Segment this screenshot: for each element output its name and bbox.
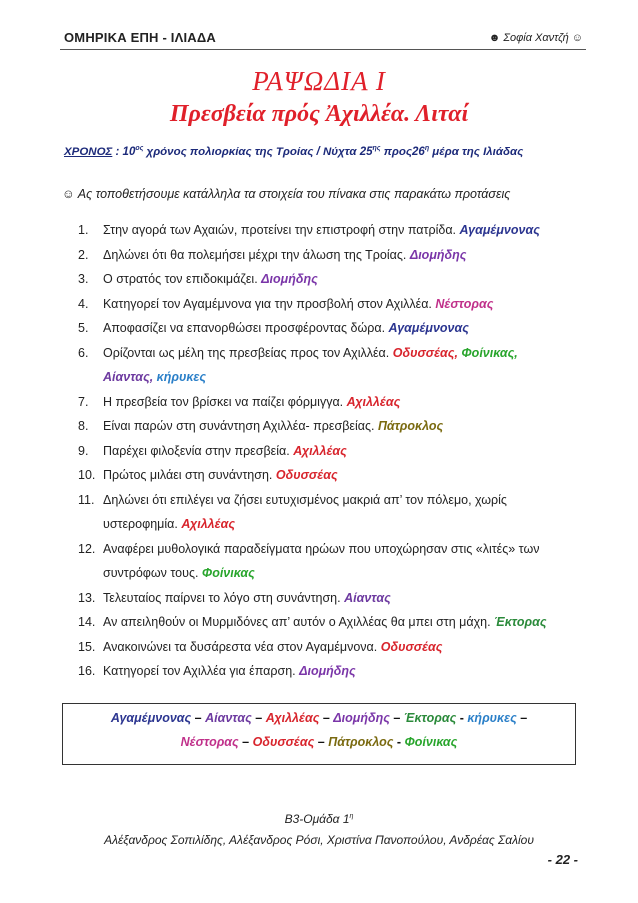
header-divider bbox=[60, 49, 586, 50]
item-text: Αν απειληθούν οι Μυρμιδόνες απ’ αυτόν ο Αχιλλέας θα μπει στη μάχη. bbox=[103, 615, 495, 629]
chronos-sup: η bbox=[424, 145, 430, 152]
item-text: υστεροφημία. bbox=[103, 517, 182, 531]
item-text: Ορίζονται ως μέλη της πρεσβείας προς τον Αχιλλέα. bbox=[103, 345, 393, 360]
list-item bbox=[78, 243, 578, 268]
item-text: Δηλώνει ότι θα πολεμήσει μέχρι την άλωση της Τροίας. bbox=[103, 247, 410, 262]
list-item bbox=[78, 390, 578, 415]
chronos-line bbox=[64, 145, 523, 158]
item-answer: Αγαμέμνονας bbox=[388, 321, 469, 335]
item-text: Πρώτος μιλάει στη συνάντηση. bbox=[103, 468, 276, 482]
item-number: 2. bbox=[78, 247, 89, 262]
box-separator: - bbox=[393, 735, 405, 749]
item-text: Τελευταίος παίρνει το λόγο στη συνάντηση. bbox=[103, 590, 345, 605]
box-separator: – bbox=[238, 735, 253, 749]
item-number: 9. bbox=[78, 443, 89, 458]
item-number: 12. bbox=[78, 541, 96, 556]
box-name: Διομήδης bbox=[333, 711, 390, 725]
chronos-part: : 10 bbox=[112, 145, 136, 158]
item-text: Κατηγορεί τον Αγαμέμνονα για την προσβολή στον Αχιλλέα. bbox=[103, 296, 436, 311]
chronos-label: ΧΡΟΝΟΣ bbox=[64, 145, 113, 158]
item-text: συντρόφων τους. bbox=[103, 566, 202, 580]
chronos-sup: ης bbox=[372, 145, 381, 152]
footer-authors: Αλέξανδρος Σοπιλίδης, Αλέξανδρος Ρόσι, Χριστίνα Πανοπούλου, Ανδρέας Σαλίου bbox=[104, 833, 534, 847]
list-item bbox=[78, 316, 578, 341]
item-text: Αποφασίζει να επανορθώσει προσφέροντας δώρα. bbox=[103, 321, 389, 335]
box-name: Φοίνικας bbox=[404, 735, 458, 749]
item-answer: Αίαντας bbox=[344, 590, 391, 605]
item-text: Δηλώνει ότι επιλέγει να ζήσει ευτυχισμένος μακριά απ’ τον πόλεμο, χωρίς bbox=[103, 492, 507, 507]
box-separator: – bbox=[314, 735, 329, 749]
footer-group-text: Β3-Ομάδα 1 bbox=[284, 812, 350, 826]
chronos-sup: ος bbox=[135, 145, 144, 152]
names-box-line bbox=[63, 730, 575, 754]
item-answer: Διομήδης bbox=[261, 272, 318, 286]
box-separator: – bbox=[251, 711, 266, 725]
chronos-part: προς26 bbox=[380, 145, 425, 158]
box-separator: – bbox=[389, 711, 404, 725]
item-number: 10. bbox=[78, 468, 96, 482]
item-number: 4. bbox=[78, 296, 89, 311]
page-subtitle: Πρεσβεία πρός Ἀχιλλέα. Λιταί bbox=[169, 101, 469, 127]
item-answer: Αχιλλέας bbox=[346, 394, 401, 409]
list-item bbox=[78, 635, 578, 660]
item-answer: Οδυσσέας, bbox=[392, 345, 462, 360]
item-answer: Φοίνικας, bbox=[461, 345, 518, 360]
item-text: Παρέχει φιλοξενία στην πρεσβεία. bbox=[103, 443, 294, 458]
list-item bbox=[78, 341, 578, 390]
list-item bbox=[78, 610, 578, 635]
box-separator: - bbox=[456, 711, 468, 725]
item-answer: Οδυσσέας bbox=[380, 639, 443, 654]
chronos-part: χρόνος πολιορκίας της Τροίας / Νύχτα 25 bbox=[143, 145, 373, 158]
box-name: Αίαντας bbox=[205, 711, 252, 725]
list-item bbox=[78, 488, 578, 537]
item-number: 5. bbox=[78, 321, 89, 335]
page-number: - 22 - bbox=[547, 852, 578, 867]
item-answer: Οδυσσέας bbox=[275, 468, 338, 482]
item-text: Κατηγορεί τον Αχιλλέα για έπαρση. bbox=[103, 664, 300, 678]
item-answer: Αγαμέμνονας bbox=[459, 223, 540, 237]
item-text: Αναφέρει μυθολογικά παραδείγματα ηρώων που υποχώρησαν στις «λιτές» των bbox=[103, 541, 540, 556]
instruction: ☺ Ας τοποθετήσουμε κατάλληλα τα στοιχεία του πίνακα στις παρακάτω προτάσεις bbox=[62, 187, 511, 201]
item-number: 8. bbox=[78, 419, 89, 433]
list-item bbox=[78, 292, 578, 317]
header-title: ΟΜΗΡΙΚΑ ΕΠΗ - ΙΛΙΑΔΑ bbox=[64, 30, 217, 45]
list-item bbox=[78, 463, 578, 488]
item-text: Ο στρατός τον επιδοκιμάζει. bbox=[103, 272, 262, 286]
page-title: ΡΑΨΩΔΙΑ Ι bbox=[252, 66, 386, 96]
item-number: 6. bbox=[78, 345, 89, 360]
item-number: 14. bbox=[78, 615, 96, 629]
item-answer: Έκτορας bbox=[494, 615, 547, 629]
item-answer: Αίαντας, bbox=[103, 370, 157, 384]
names-box-line bbox=[63, 706, 575, 730]
box-name: Έκτορας bbox=[403, 711, 457, 725]
item-number: 13. bbox=[78, 590, 96, 605]
box-separator: – bbox=[516, 711, 528, 725]
footer-group-sup: η bbox=[349, 813, 354, 820]
item-text: Η πρεσβεία τον βρίσκει να παίζει φόρμιγγα. bbox=[103, 394, 347, 409]
item-text: Είναι παρών στη συνάντηση Αχιλλέα- πρεσβείας. bbox=[103, 419, 378, 433]
header-author: ☻ Σοφία Χαντζή ☺ bbox=[488, 32, 583, 44]
item-answer: κήρυκες bbox=[156, 370, 207, 384]
box-name: Αγαμέμνονας bbox=[110, 711, 192, 725]
item-answer: Διομήδης bbox=[299, 664, 356, 678]
footer-group bbox=[0, 812, 638, 826]
item-answer: Νέστορας bbox=[435, 296, 494, 311]
item-answer: Διομήδης bbox=[409, 247, 467, 262]
box-name: Νέστορας bbox=[180, 735, 239, 749]
item-number: 15. bbox=[78, 639, 96, 654]
names-box bbox=[62, 703, 576, 765]
box-separator: – bbox=[191, 711, 206, 725]
list-item bbox=[78, 439, 578, 464]
list-item bbox=[78, 586, 578, 611]
box-name: κήρυκες bbox=[467, 711, 517, 725]
item-answer: Αχιλλέας bbox=[293, 443, 347, 458]
statement-list bbox=[78, 218, 578, 684]
item-number: 1. bbox=[78, 223, 89, 237]
box-name: Οδυσσέας bbox=[252, 735, 315, 749]
item-answer: Φοίνικας bbox=[201, 566, 255, 580]
item-number: 16. bbox=[78, 664, 96, 678]
item-text: Ανακοινώνει τα δυσάρεστα νέα στον Αγαμέμνονα. bbox=[103, 639, 381, 654]
list-item bbox=[78, 659, 578, 684]
item-number: 3. bbox=[78, 272, 89, 286]
list-item bbox=[78, 267, 578, 292]
item-number: 7. bbox=[78, 394, 89, 409]
item-text: Στην αγορά των Αχαιών, προτείνει την επιστροφή στην πατρίδα. bbox=[103, 223, 460, 237]
list-item bbox=[78, 414, 578, 439]
box-name: Αχιλλέας bbox=[265, 711, 320, 725]
list-item bbox=[78, 218, 578, 243]
chronos-part: μέρα της Ιλιάδας bbox=[429, 145, 524, 158]
list-item bbox=[78, 537, 578, 586]
item-number: 11. bbox=[78, 492, 95, 507]
item-answer: Αχιλλέας bbox=[181, 517, 235, 531]
box-separator: – bbox=[319, 711, 334, 725]
box-name: Πάτροκλος bbox=[328, 735, 394, 749]
item-answer: Πάτροκλος bbox=[377, 419, 444, 433]
